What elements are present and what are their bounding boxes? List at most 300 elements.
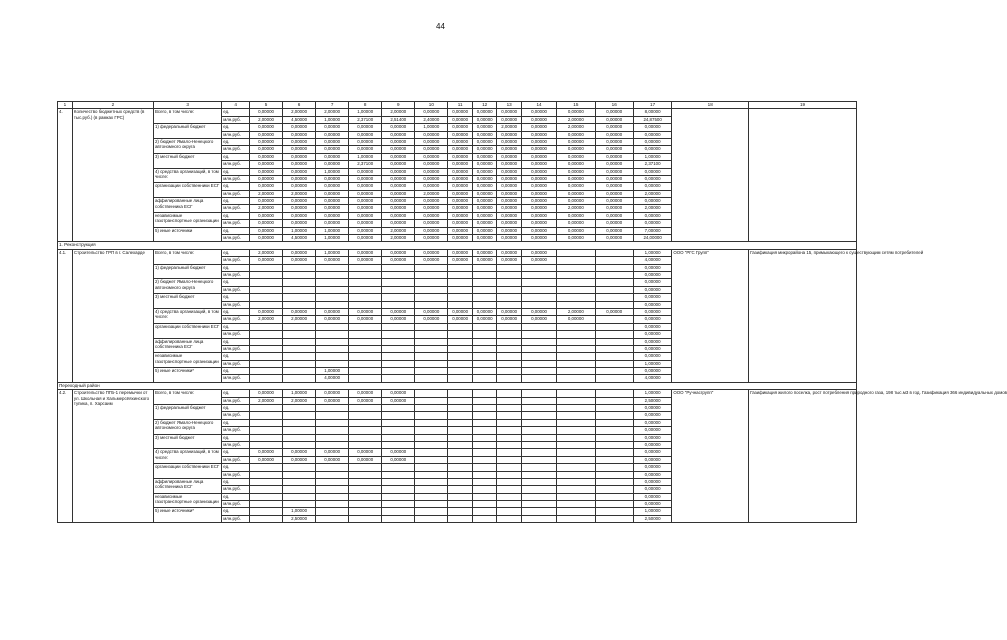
value-cell [497, 397, 522, 404]
unit: млн.руб. [222, 397, 250, 404]
total-cell: 7,00000 [633, 227, 671, 234]
value-cell: 0,00000 [349, 220, 382, 227]
value-cell: 0,00000 [448, 146, 473, 153]
value-cell [448, 279, 473, 286]
value-cell [382, 279, 415, 286]
value-cell [283, 441, 316, 448]
value-cell [316, 286, 349, 293]
value-cell: 0,00000 [382, 308, 415, 315]
value-cell: 1,00000 [316, 368, 349, 375]
value-cell: 0,00000 [448, 235, 473, 242]
unit: млн.руб. [222, 220, 250, 227]
value-cell: 2,00000 [249, 190, 282, 197]
value-cell [595, 271, 633, 278]
total-cell: 0,00000 [633, 412, 671, 419]
value-cell [472, 434, 497, 441]
value-cell [382, 405, 415, 412]
value-cell [472, 345, 497, 352]
value-cell [283, 286, 316, 293]
value-cell [382, 331, 415, 338]
value-cell [557, 353, 595, 360]
value-cell [382, 345, 415, 352]
value-cell [316, 360, 349, 367]
value-cell [497, 338, 522, 345]
value-cell [415, 368, 448, 375]
organization: ООО "РГС Групп" [672, 249, 749, 382]
value-cell: 0,00000 [316, 161, 349, 168]
value-cell: 0,00000 [472, 212, 497, 219]
value-cell: 0,00000 [349, 235, 382, 242]
value-cell: 0,00000 [497, 257, 522, 264]
total-cell: 0,00000 [633, 168, 671, 175]
total-cell: 0,00000 [633, 368, 671, 375]
value-cell: 0,00000 [472, 183, 497, 190]
value-cell: 0,00000 [448, 109, 473, 116]
funding-source: 1) федеральный бюджет [153, 405, 221, 420]
value-cell: 0,00000 [249, 212, 282, 219]
value-cell [316, 501, 349, 508]
value-cell: 0,00000 [316, 146, 349, 153]
total-cell: 2,00000 [633, 190, 671, 197]
value-cell: 0,00000 [316, 198, 349, 205]
value-cell: 2,00000 [283, 190, 316, 197]
column-number: 12 [472, 102, 497, 109]
value-cell: 2,00000 [557, 308, 595, 315]
value-cell: 0,00000 [382, 316, 415, 323]
value-cell: 0,00000 [448, 153, 473, 160]
value-cell: 0,00000 [557, 153, 595, 160]
value-cell [497, 441, 522, 448]
value-cell: 0,00000 [497, 220, 522, 227]
value-cell [472, 405, 497, 412]
value-cell [497, 478, 522, 485]
value-cell: 2,00000 [382, 235, 415, 242]
value-cell [415, 449, 448, 456]
funding-source: 1) федеральный бюджет [153, 264, 221, 279]
value-cell [595, 323, 633, 330]
value-cell: 0,00000 [316, 153, 349, 160]
value-cell: 0,00000 [249, 220, 282, 227]
total-cell: 4,00000 [633, 257, 671, 264]
value-cell [415, 353, 448, 360]
total-cell: 0,00000 [633, 294, 671, 301]
value-cell: 0,00000 [283, 131, 316, 138]
value-cell [349, 486, 382, 493]
value-cell [557, 301, 595, 308]
value-cell: 0,00000 [316, 124, 349, 131]
value-cell: 0,00000 [497, 131, 522, 138]
value-cell: 2,00000 [382, 109, 415, 116]
value-cell: 0,00000 [557, 227, 595, 234]
unit: млн.руб. [222, 161, 250, 168]
value-cell [521, 271, 556, 278]
value-cell [415, 434, 448, 441]
value-cell: 0,00000 [448, 316, 473, 323]
value-cell: 0,00000 [448, 131, 473, 138]
value-cell [415, 441, 448, 448]
value-cell [349, 508, 382, 515]
total-cell: 0,00000 [633, 345, 671, 352]
value-cell [349, 375, 382, 382]
value-cell [472, 390, 497, 397]
column-number: 16 [595, 102, 633, 109]
value-cell: 0,00000 [349, 198, 382, 205]
value-cell: 2,00000 [557, 124, 595, 131]
total-cell: 0,00000 [633, 212, 671, 219]
column-number: 17 [633, 102, 671, 109]
value-cell [448, 286, 473, 293]
value-cell [497, 486, 522, 493]
value-cell: 0,00000 [521, 161, 556, 168]
value-cell [497, 501, 522, 508]
value-cell [521, 294, 556, 301]
value-cell: 0,00000 [415, 146, 448, 153]
total-cell: 0,00000 [633, 338, 671, 345]
value-cell: 0,00000 [557, 168, 595, 175]
value-cell [472, 493, 497, 500]
value-cell: 0,00000 [382, 183, 415, 190]
value-cell [521, 427, 556, 434]
value-cell: 0,00000 [472, 146, 497, 153]
value-cell [349, 345, 382, 352]
value-cell [249, 360, 282, 367]
value-cell [497, 471, 522, 478]
value-cell [497, 375, 522, 382]
value-cell: 0,00000 [349, 205, 382, 212]
value-cell: 1,00000 [283, 227, 316, 234]
funding-source: 1) федеральный бюджет [153, 124, 221, 139]
value-cell: 0,00000 [448, 168, 473, 175]
value-cell [415, 338, 448, 345]
value-cell [557, 508, 595, 515]
value-cell [595, 294, 633, 301]
value-cell [283, 375, 316, 382]
total-cell: 0,00000 [633, 316, 671, 323]
value-cell [415, 501, 448, 508]
value-cell [316, 294, 349, 301]
unit: ед. [222, 353, 250, 360]
unit: млн.руб. [222, 316, 250, 323]
value-cell: 0,00000 [415, 153, 448, 160]
value-cell [316, 427, 349, 434]
value-cell: 0,00000 [249, 153, 282, 160]
value-cell: 4,50000 [283, 235, 316, 242]
value-cell [283, 419, 316, 426]
value-cell [448, 456, 473, 463]
value-cell [472, 264, 497, 271]
value-cell [283, 331, 316, 338]
total-cell: 1,00000 [633, 390, 671, 397]
value-cell: 0,00000 [557, 161, 595, 168]
value-cell: 0,00000 [349, 397, 382, 404]
value-cell: 0,00000 [472, 116, 497, 123]
total-cell: 2,50000 [633, 515, 671, 522]
value-cell: 0,00000 [497, 153, 522, 160]
value-cell [283, 464, 316, 471]
value-cell [349, 271, 382, 278]
value-cell: 0,00000 [349, 168, 382, 175]
effect-note: Газификация жилого поселка, рост потребления природного газа, 198 тыс.м3 в год. Газификация 366 индивидуальных домов [749, 390, 857, 523]
unit: ед. [222, 138, 250, 145]
value-cell: 0,00000 [497, 316, 522, 323]
value-cell [595, 390, 633, 397]
value-cell [382, 464, 415, 471]
value-cell [497, 434, 522, 441]
value-cell: 0,00000 [249, 183, 282, 190]
value-cell [415, 390, 448, 397]
value-cell [497, 405, 522, 412]
value-cell [249, 515, 282, 522]
value-cell: 0,00000 [497, 175, 522, 182]
value-cell [448, 353, 473, 360]
value-cell: 0,00000 [382, 397, 415, 404]
value-cell [415, 464, 448, 471]
funding-source: аффилированные лица собственника ЕСГ [153, 338, 221, 353]
value-cell: 0,00000 [595, 146, 633, 153]
value-cell [316, 493, 349, 500]
value-cell: 0,00000 [497, 308, 522, 315]
value-cell [521, 419, 556, 426]
value-cell: 0,00000 [249, 257, 282, 264]
value-cell [557, 345, 595, 352]
value-cell: 2,00000 [283, 109, 316, 116]
value-cell: 0,00000 [283, 205, 316, 212]
value-cell: 0,00000 [521, 198, 556, 205]
value-cell [557, 397, 595, 404]
total-cell: 0,00000 [633, 456, 671, 463]
section-row [58, 382, 857, 389]
value-cell: 0,00000 [521, 124, 556, 131]
value-cell [595, 427, 633, 434]
value-cell: 0,00000 [316, 316, 349, 323]
investment-table [57, 101, 1007, 523]
value-cell [521, 301, 556, 308]
value-cell: 2,00000 [249, 205, 282, 212]
value-cell [249, 501, 282, 508]
value-cell [349, 338, 382, 345]
value-cell [595, 405, 633, 412]
value-cell: 0,00000 [472, 220, 497, 227]
value-cell: 2,51400 [382, 116, 415, 123]
unit: ед. [222, 124, 250, 131]
total-cell: 0,00000 [633, 146, 671, 153]
value-cell [557, 449, 595, 456]
value-cell: 0,00000 [316, 449, 349, 456]
value-cell: 0,00000 [521, 212, 556, 219]
unit: ед. [222, 227, 250, 234]
value-cell [448, 264, 473, 271]
value-cell [557, 390, 595, 397]
funding-source: 5) иные источники* [153, 368, 221, 383]
value-cell [415, 508, 448, 515]
total-cell: 8,00000 [633, 109, 671, 116]
value-cell: 0,00000 [415, 161, 448, 168]
funding-source: 5) иные источники* [153, 508, 221, 523]
value-cell: 0,00000 [521, 190, 556, 197]
value-cell [249, 464, 282, 471]
unit: млн.руб. [222, 486, 250, 493]
value-cell [349, 264, 382, 271]
value-cell [349, 331, 382, 338]
value-cell [472, 471, 497, 478]
value-cell: 0,00000 [497, 235, 522, 242]
value-cell [316, 345, 349, 352]
value-cell [415, 515, 448, 522]
value-cell [557, 478, 595, 485]
value-cell [497, 323, 522, 330]
value-cell: 0,00000 [283, 212, 316, 219]
value-cell [249, 427, 282, 434]
value-cell [382, 323, 415, 330]
value-cell [349, 427, 382, 434]
value-cell [349, 279, 382, 286]
value-cell [415, 345, 448, 352]
column-number: 5 [249, 102, 282, 109]
value-cell: 0,00000 [249, 146, 282, 153]
value-cell [448, 271, 473, 278]
total-cell: 2,00000 [633, 205, 671, 212]
value-cell [472, 286, 497, 293]
value-cell [497, 390, 522, 397]
value-cell [497, 264, 522, 271]
value-cell [521, 434, 556, 441]
total-cell: 0,00000 [633, 449, 671, 456]
value-cell [249, 405, 282, 412]
value-cell [316, 471, 349, 478]
value-cell: 0,00000 [349, 175, 382, 182]
value-cell [472, 486, 497, 493]
value-cell: 2,00000 [249, 116, 282, 123]
total-cell: 0,00000 [633, 331, 671, 338]
total-cell: 1,00000 [633, 508, 671, 515]
value-cell [472, 271, 497, 278]
value-cell [382, 264, 415, 271]
value-cell: 0,00000 [557, 175, 595, 182]
funding-source: 2) бюджет Ямало-Ненецкого автономного округа [153, 138, 221, 153]
value-cell: 0,00000 [521, 249, 556, 256]
total-cell: 4,00000 [633, 375, 671, 382]
value-cell [557, 441, 595, 448]
value-cell [249, 375, 282, 382]
value-cell [595, 464, 633, 471]
value-cell [557, 427, 595, 434]
value-cell [472, 397, 497, 404]
funding-source: независимые газотранспортные организации [153, 212, 221, 227]
value-cell [415, 286, 448, 293]
value-cell [448, 434, 473, 441]
value-cell: 0,00000 [595, 109, 633, 116]
value-cell [349, 434, 382, 441]
value-cell [521, 338, 556, 345]
total-cell: 0,00000 [633, 138, 671, 145]
value-cell [521, 508, 556, 515]
unit: млн.руб. [222, 441, 250, 448]
value-cell: 0,00000 [349, 146, 382, 153]
value-cell [521, 449, 556, 456]
value-cell [472, 449, 497, 456]
value-cell: 0,00000 [415, 131, 448, 138]
value-cell: 0,00000 [521, 257, 556, 264]
value-cell: 1,00000 [316, 227, 349, 234]
value-cell [497, 449, 522, 456]
value-cell [448, 390, 473, 397]
funding-source: 4) средства организаций, в том числе: [153, 168, 221, 183]
value-cell [448, 478, 473, 485]
value-cell: 0,00000 [557, 109, 595, 116]
value-cell: 0,00000 [283, 161, 316, 168]
value-cell [472, 375, 497, 382]
value-cell [415, 331, 448, 338]
funding-source: 4) средства организаций, в том числе: [153, 449, 221, 464]
value-cell [521, 501, 556, 508]
value-cell: 0,00000 [382, 249, 415, 256]
unit: млн.руб. [222, 375, 250, 382]
value-cell: 4,50000 [283, 116, 316, 123]
value-cell [521, 486, 556, 493]
value-cell: 0,00000 [249, 124, 282, 131]
value-cell [316, 464, 349, 471]
value-cell [448, 501, 473, 508]
unit: млн.руб. [222, 345, 250, 352]
unit: ед. [222, 449, 250, 456]
value-cell [283, 434, 316, 441]
value-cell [521, 478, 556, 485]
value-cell [472, 412, 497, 419]
value-cell [249, 301, 282, 308]
value-cell: 0,00000 [472, 316, 497, 323]
value-cell [283, 471, 316, 478]
value-cell [283, 478, 316, 485]
value-cell: 1,00000 [415, 124, 448, 131]
unit: млн.руб. [222, 427, 250, 434]
value-cell: 0,00000 [316, 138, 349, 145]
value-cell [595, 301, 633, 308]
value-cell: 0,00000 [521, 316, 556, 323]
column-number: 7 [316, 102, 349, 109]
value-cell [448, 412, 473, 419]
value-cell [316, 486, 349, 493]
value-cell: 0,00000 [595, 138, 633, 145]
value-cell [521, 390, 556, 397]
value-cell [283, 294, 316, 301]
value-cell: 0,00000 [472, 308, 497, 315]
value-cell [382, 294, 415, 301]
value-cell [595, 471, 633, 478]
unit: млн.руб. [222, 515, 250, 522]
value-cell: 0,00000 [557, 220, 595, 227]
value-cell [448, 323, 473, 330]
total-cell: 0,00000 [633, 478, 671, 485]
value-cell: 0,00000 [316, 257, 349, 264]
value-cell: 0,00000 [249, 168, 282, 175]
value-cell: 4,00000 [316, 375, 349, 382]
table-row [58, 109, 857, 116]
value-cell: 0,00000 [249, 235, 282, 242]
value-cell: 0,00000 [283, 249, 316, 256]
total-cell: 0,00000 [633, 131, 671, 138]
value-cell [415, 412, 448, 419]
unit: ед. [222, 419, 250, 426]
value-cell: 0,00000 [472, 190, 497, 197]
value-cell [249, 471, 282, 478]
value-cell: 0,00000 [415, 235, 448, 242]
value-cell [472, 427, 497, 434]
value-cell: 0,00000 [415, 109, 448, 116]
value-cell [249, 353, 282, 360]
value-cell: 0,00000 [316, 220, 349, 227]
value-cell: 0,00000 [595, 220, 633, 227]
value-cell: 0,00000 [415, 138, 448, 145]
